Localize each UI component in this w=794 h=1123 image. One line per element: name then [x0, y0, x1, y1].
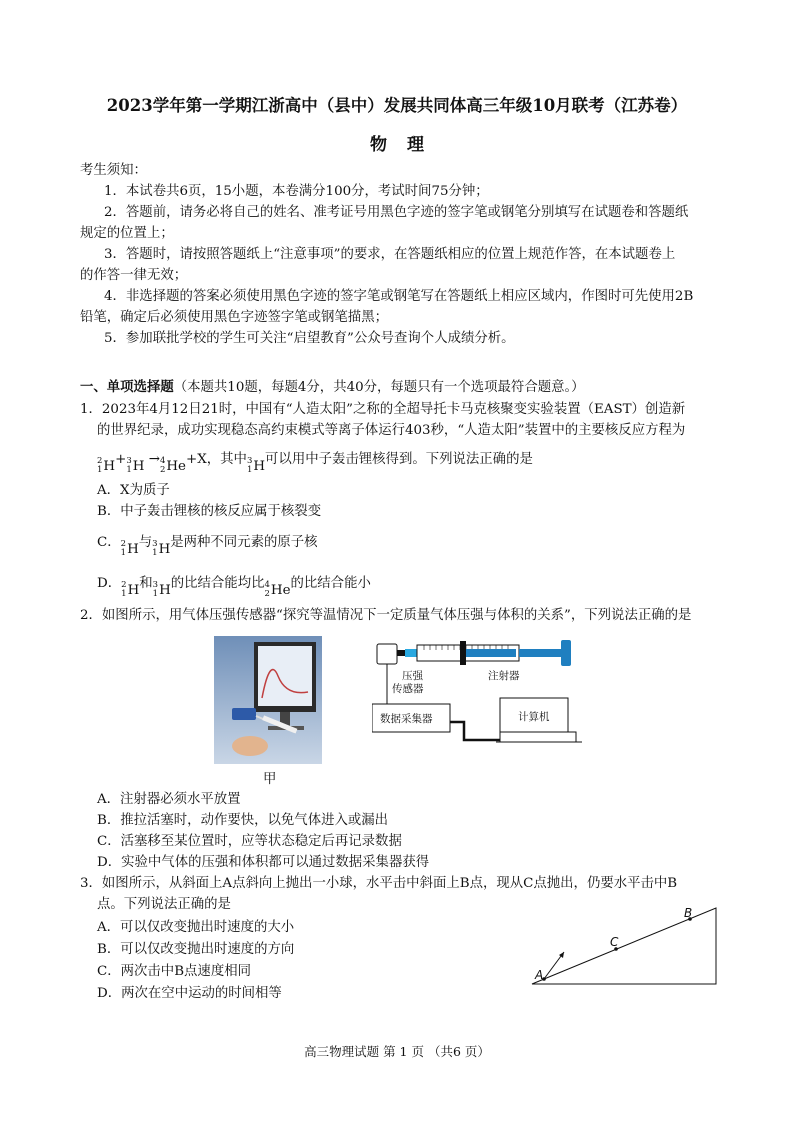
- label-a: A: [535, 968, 544, 982]
- label-syringe: 注射器: [488, 670, 520, 682]
- q2-option-a: A．注射器必须水平放置: [97, 792, 241, 807]
- q1-option-a: A．X为质子: [97, 483, 170, 498]
- nuclide-h3: 3 1 H: [126, 456, 145, 475]
- notice-item: 规定的位置上；: [80, 226, 174, 241]
- q2-option-d: D．实验中气体的压强和体积都可以通过数据采集器获得: [97, 855, 430, 870]
- label-sensor-2: 传感器: [392, 683, 424, 695]
- label-collector: 数据采集器: [380, 713, 433, 725]
- notice-heading: 考生须知：: [80, 163, 147, 178]
- notice-item: 铅笔，确定后必须使用黑色字迹签字笔或钢笔描黑；: [80, 310, 388, 325]
- label-computer: 计算机: [518, 711, 550, 723]
- q2-option-c: C．活塞移至某位置时，应等状态稳定后再记录数据: [97, 834, 402, 849]
- q2-stem: 2．如图所示，用气体压强传感器“探究等温情况下一定质量气体压强与体积的关系”，下列说法正确的是: [80, 608, 692, 623]
- nuclide-h3: 3 1 H: [152, 539, 171, 558]
- plunger-icon: [561, 640, 571, 666]
- notice-item: 5．参加联批学校的学生可关注“启望教育”公众号查询个人成绩分析。: [104, 331, 515, 346]
- q2-option-b: B．推拉活塞时，动作要快，以免气体进入或漏出: [97, 813, 389, 828]
- reaction-arrow: →: [148, 452, 160, 467]
- nuclide-h3: 3 1 H: [152, 580, 171, 599]
- subject-title: 物理: [370, 135, 444, 155]
- notice-item: 1．本试卷共6页，15小题，本卷满分100分，考试时间75分钟；: [104, 184, 489, 199]
- nuclide-h2: 2 1 H: [120, 539, 139, 558]
- nuclide-he4: 4 2 He: [264, 580, 291, 599]
- apparatus-diagram: [372, 636, 588, 748]
- q1-option-c: C． 2 1 H 与 3 1 H 是两种不同元素的原子核: [97, 535, 318, 558]
- label-c: C: [610, 935, 619, 949]
- notice-item: 2．答题前，请务必将自己的姓名、准考证号用黑色字迹的签字笔或钢笔分别填写在试题卷和答题纸: [104, 205, 689, 220]
- label-sensor-1: 压强: [402, 670, 423, 682]
- section-heading: [80, 378, 585, 397]
- particle-x: X: [197, 452, 207, 467]
- experiment-photo: [214, 636, 322, 764]
- pressure-sensor-icon: [377, 644, 397, 664]
- q1-stem-line: 1．2023年4月12日21时，中国有“人造太阳”之称的全超导托卡马克核聚变实验装置（EAST）创造新: [80, 402, 686, 417]
- q1-eq-text: 可以用中子轰击锂核得到。下列说法正确的是: [265, 452, 533, 467]
- q3-option-c: C．两次击中B点速度相同: [97, 964, 251, 979]
- q1-stem-line: 的世界纪录，成功实现稳态高约束模式等离子体运行403秒，“人造太阳”装置中的主要核反应方程为: [97, 423, 686, 438]
- q1-option-b: B．中子轰击锂核的核反应属于核裂变: [97, 504, 322, 519]
- section-desc: （本题共10题，每题4分，共40分，每题只有一个选项最符合题意。）: [173, 380, 585, 395]
- section-label: 一、单项选择题: [80, 379, 174, 395]
- exam-title: 2023学年第一学期江浙高中（县中）发展共同体高三年级10月联考（江苏卷）: [106, 96, 688, 115]
- label-b: B: [684, 906, 693, 920]
- q1-equation-line: 2 1 H + 3 1 H → 4 2 He +X，其中 3 1 H 可以用中子轰击锂核得到。下列说法正确的是: [97, 452, 533, 475]
- q3-stem-line: 点。下列说法正确的是: [97, 897, 231, 912]
- q1-eq-text: ，其中: [206, 452, 247, 467]
- q1-option-d: D． 2 1 H 和 3 1 H 的比结合能均比 4 2 He 的比结合能小: [97, 576, 371, 599]
- nuclide-he4: 4 2 He: [159, 456, 186, 475]
- notice-item: 4．非选择题的答案必须使用黑色字迹的签字笔或钢笔写在答题纸上相应区域内，作图时可先使用2B: [104, 289, 694, 304]
- q3-option-a: A．可以仅改变抛出时速度的大小: [97, 920, 295, 935]
- sensor-device-icon: [232, 708, 256, 720]
- hand-icon: [232, 736, 268, 756]
- fig-label-jia: 甲: [263, 772, 277, 787]
- nuclide-h2: 2 1 H: [97, 456, 116, 475]
- q3-stem-line: 3．如图所示，从斜面上A点斜向上抛出一小球，水平击中斜面上B点，现从C点抛出，仍要水平击中B: [80, 876, 678, 891]
- page-footer: 高三物理试题 第 1 页 （共6 页）: [304, 1044, 490, 1059]
- incline-diagram: [526, 900, 726, 992]
- notice-item: 的作答一律无效；: [80, 268, 188, 283]
- notice-item: 3．答题时，请按照答题纸上“注意事项”的要求，在答题纸相应的位置上规范作答，在本试题卷上: [104, 247, 676, 262]
- nuclide-h2: 2 1 H: [121, 580, 140, 599]
- q3-option-d: D．两次在空中运动的时间相等: [97, 986, 282, 1001]
- nuclide-h3: 3 1 H: [246, 456, 266, 475]
- q3-option-b: B．可以仅改变抛出时速度的方向: [97, 942, 295, 957]
